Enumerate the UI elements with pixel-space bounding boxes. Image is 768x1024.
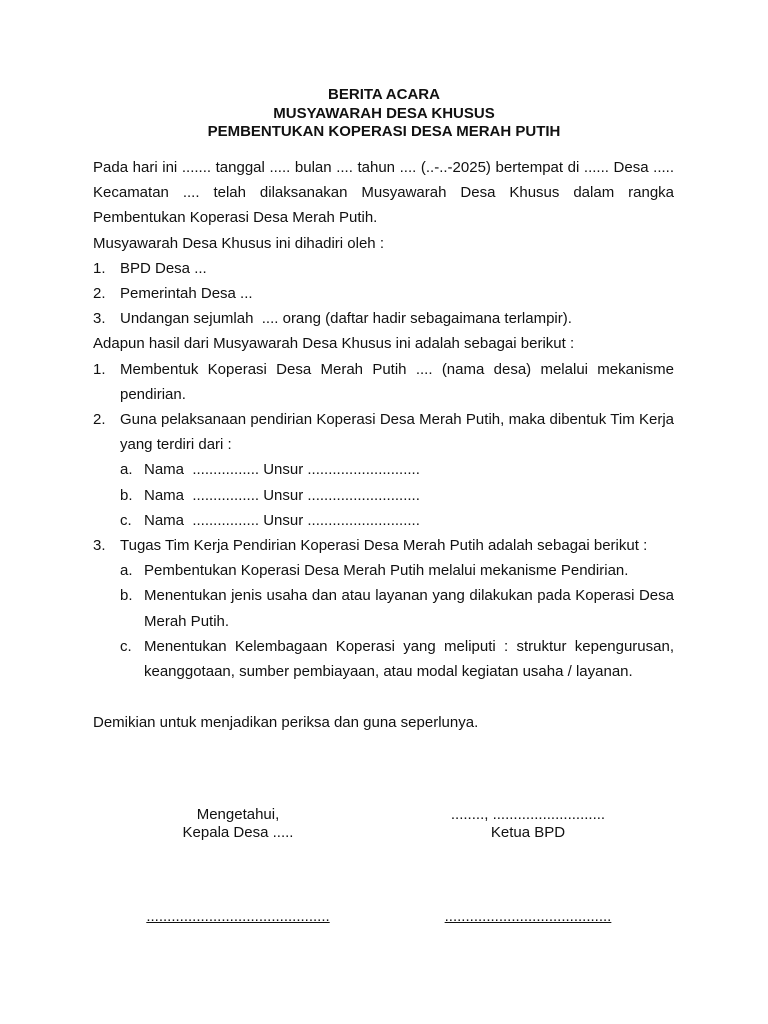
signature-caption: Mengetahui,: [196, 806, 280, 823]
task-item: [120, 583, 674, 633]
list-number: 2.: [93, 411, 106, 429]
result-item: [93, 533, 674, 558]
list-letter: b.: [120, 587, 133, 605]
title-line-2: MUSYAWARAH DESA KHUSUS: [273, 104, 495, 122]
list-text: Undangan sejumlah .... orang (daftar hadir sebagaimana terlampir).: [120, 310, 572, 328]
list-text: Nama ................ Unsur ...........................: [144, 486, 420, 504]
list-text: Menentukan Kelembagaan Koperasi yang meliputi : struktur kepengurusan, keanggotaan, sumber pembiayaan, atau modal kegiatan usaha / layanan.: [144, 637, 674, 681]
list-number: 1.: [93, 360, 106, 378]
attendee-item: [93, 256, 674, 281]
list-letter: a.: [120, 562, 133, 580]
signature-title: Ketua BPD: [490, 824, 566, 841]
list-letter: c.: [120, 637, 132, 655]
team-member-item: [120, 508, 674, 533]
list-text: BPD Desa ...: [120, 259, 207, 277]
title-line-1: BERITA ACARA: [328, 86, 440, 103]
results-heading: Adapun hasil dari Musyawarah Desa Khusus ini adalah sebagai berikut :: [93, 335, 575, 353]
list-text: Menentukan jenis usaha dan atau layanan yang dilakukan pada Koperasi Desa Merah Putih.: [144, 587, 674, 630]
document-title: [0, 86, 768, 142]
list-number: 3.: [93, 310, 106, 328]
signature-block-village-head: [138, 806, 338, 842]
team-member-item: [120, 483, 674, 508]
result-item: [93, 407, 674, 457]
task-item: [120, 634, 674, 684]
team-member-item: [120, 457, 674, 482]
list-text: Nama ................ Unsur ...........................: [144, 511, 420, 529]
task-item: [120, 558, 674, 583]
list-number: 3.: [93, 537, 106, 555]
list-text: Tugas Tim Kerja Pendirian Koperasi Desa Merah Putih adalah sebagai berikut :: [120, 537, 648, 555]
list-text: Nama ................ Unsur ...........................: [144, 461, 420, 479]
title-line-3: PEMBENTUKAN KOPERASI DESA MERAH PUTIH: [207, 123, 561, 140]
list-number: 2.: [93, 285, 106, 303]
signature-block-bpd-chair: [428, 806, 628, 842]
list-text: Guna pelaksanaan pendirian Koperasi Desa Merah Putih, maka dibentuk Tim Kerja yang terdiri dari :: [120, 411, 674, 454]
list-letter: c.: [120, 511, 132, 529]
signature-title: Kepala Desa .....: [182, 824, 294, 841]
attendance-heading: Musyawarah Desa Khusus ini dihadiri oleh :: [93, 234, 384, 252]
result-item: [93, 357, 674, 407]
list-number: 1.: [93, 259, 106, 277]
attendee-item: [93, 306, 674, 331]
signature-line-bpd-chair: ........................................: [444, 908, 612, 925]
list-text: Pembentukan Koperasi Desa Merah Putih melalui mekanisme Pendirian.: [144, 562, 629, 580]
signature-place-date: ........, ...........................: [450, 806, 606, 823]
intro-paragraph: Pada hari ini ....... tanggal ..... bulan .... tahun .... (..-..-2025) bertempat di ...... Desa ..... Kecamatan .... telah dilaksanakan Musyawarah Desa Khusus dalam rangka Pembentukan Koperasi Desa Merah Putih.: [93, 159, 674, 227]
document-body: [93, 155, 674, 684]
list-text: Membentuk Koperasi Desa Merah Putih .... (nama desa) melalui mekanisme pendirian.: [120, 360, 674, 403]
list-text: Pemerintah Desa ...: [120, 285, 253, 303]
attendee-item: [93, 281, 674, 306]
closing-statement: Demikian untuk menjadikan periksa dan guna seperlunya.: [93, 714, 479, 731]
signature-line-village-head: ............................................: [146, 908, 330, 925]
list-letter: a.: [120, 461, 133, 479]
list-letter: b.: [120, 486, 133, 504]
